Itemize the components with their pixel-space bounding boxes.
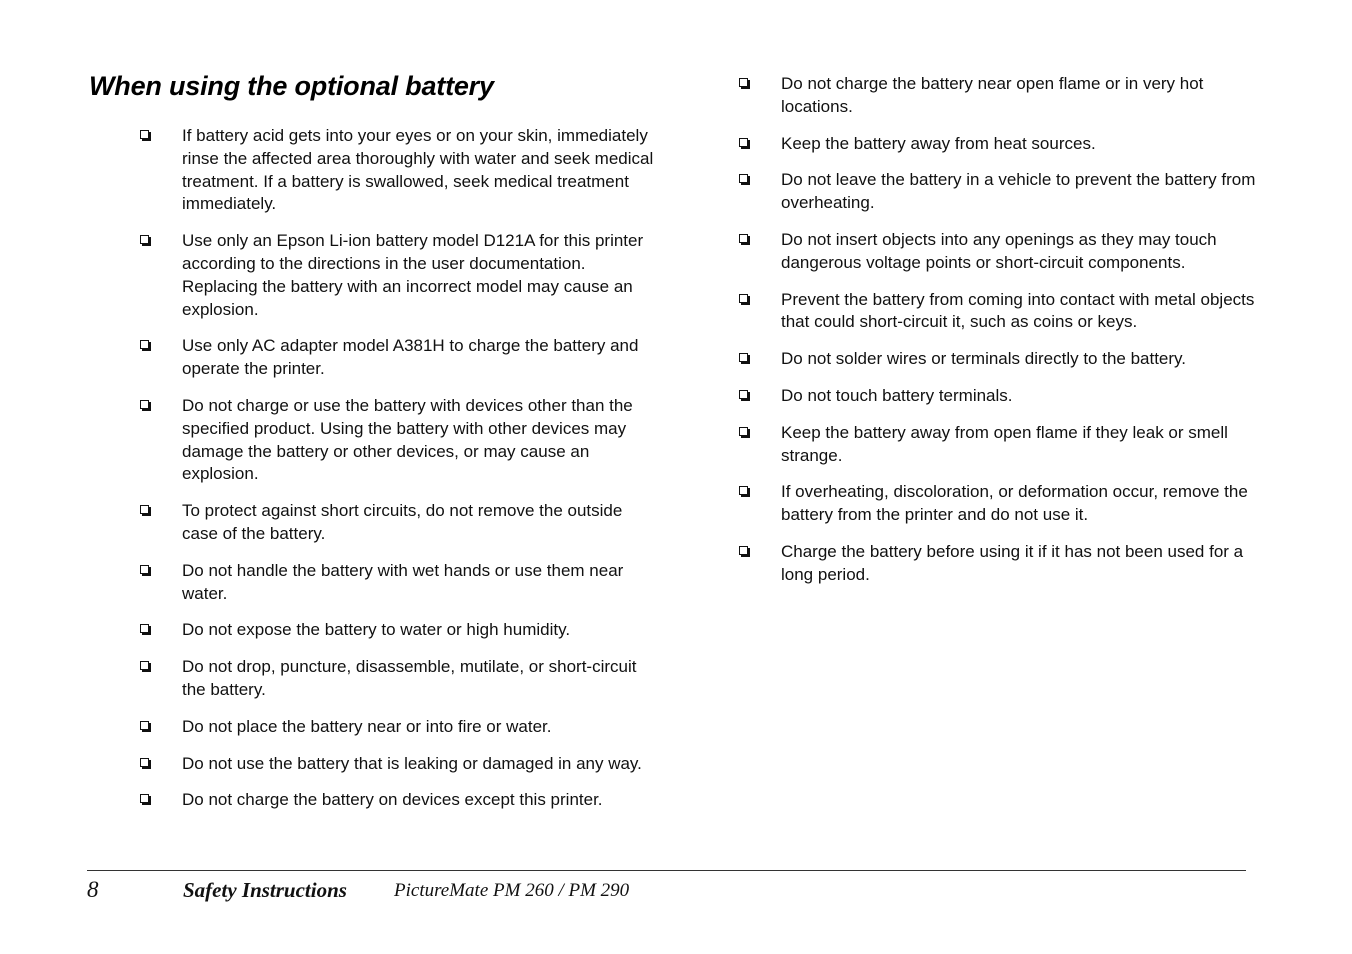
list-item	[739, 133, 1259, 156]
checkbox-bullet-icon	[140, 661, 149, 670]
list-item-text: Prevent the battery from coming into contact with metal objects that could short-circuit it, such as coins or keys.	[781, 289, 1255, 332]
list-item-text: Do not touch battery terminals.	[781, 385, 1013, 405]
list-item	[140, 656, 660, 702]
list-item-text: Do not charge the battery near open flame or in very hot locations.	[781, 74, 1204, 116]
list-item-text: Do not handle the battery with wet hands or use them near water.	[182, 560, 624, 603]
list-item	[140, 230, 660, 321]
checkbox-bullet-icon	[140, 340, 149, 349]
list-item-text: Do not charge or use the battery with devices other than the specified product. Using the battery with other devices may damage the battery or other devices, or may cause an explosion.	[182, 395, 633, 484]
checkbox-bullet-icon	[739, 294, 748, 303]
list-item	[739, 229, 1259, 275]
list-item-text: Do not insert objects into any openings as they may touch dangerous voltage points or short-circuit components.	[781, 229, 1217, 272]
section-heading: When using the optional battery	[89, 71, 494, 101]
list-item	[140, 789, 660, 812]
list-item	[739, 385, 1259, 408]
list-item	[140, 125, 660, 216]
checkbox-bullet-icon	[739, 78, 748, 87]
footer-section-title: Safety Instructions	[183, 878, 347, 902]
checkbox-bullet-icon	[140, 758, 149, 767]
list-item-text: Use only AC adapter model A381H to charge the battery and operate the printer.	[182, 336, 639, 379]
list-item-text: Do not solder wires or terminals directly to the battery.	[781, 349, 1187, 369]
footer-product-name: PictureMate PM 260 / PM 290	[394, 880, 630, 901]
checkbox-bullet-icon	[739, 486, 748, 495]
page-number: 8	[87, 877, 99, 902]
checkbox-bullet-icon	[140, 235, 149, 244]
list-item	[739, 348, 1259, 371]
list-item	[140, 335, 660, 381]
list-item	[739, 422, 1259, 468]
list-item-text: If overheating, discoloration, or deformation occur, remove the battery from the printer and do not use it.	[781, 482, 1248, 525]
list-item	[140, 395, 660, 486]
list-item-text: If battery acid gets into your eyes or on your skin, immediately rinse the affected area thoroughly with water and seek medical treatment. If a battery is swallowed, seek medical treatment immediately.	[182, 126, 654, 214]
list-item-text: Do not expose the battery to water or high humidity.	[182, 620, 571, 640]
list-item	[739, 541, 1259, 587]
checkbox-bullet-icon	[140, 624, 149, 633]
list-item	[739, 169, 1259, 215]
checkbox-bullet-icon	[140, 505, 149, 514]
list-item-text: Do not charge the battery on devices except this printer.	[182, 790, 603, 810]
checkbox-bullet-icon	[739, 234, 748, 243]
list-item-text: Do not leave the battery in a vehicle to prevent the battery from overheating.	[781, 170, 1256, 213]
checkbox-bullet-icon	[739, 546, 748, 555]
list-item	[140, 500, 660, 546]
checkbox-bullet-icon	[140, 721, 149, 730]
list-item-text: Do not use the battery that is leaking or damaged in any way.	[182, 753, 642, 773]
list-item	[739, 73, 1259, 119]
footer-divider	[87, 870, 1246, 871]
checkbox-bullet-icon	[140, 130, 149, 139]
checkbox-bullet-icon	[140, 794, 149, 803]
list-item-text: Charge the battery before using it if it has not been used for a long period.	[781, 541, 1244, 584]
left-bullet-list	[140, 125, 660, 826]
list-item	[140, 560, 660, 606]
checkbox-bullet-icon	[739, 390, 748, 399]
checkbox-bullet-icon	[140, 400, 149, 409]
list-item	[739, 481, 1259, 527]
list-item-text: To protect against short circuits, do not remove the outside case of the battery.	[182, 501, 623, 543]
checkbox-bullet-icon	[739, 353, 748, 362]
checkbox-bullet-icon	[739, 174, 748, 183]
list-item-text: Use only an Epson Li-ion battery model D121A for this printer according to the directions in the user documentation. Replacing the battery with an incorrect model may cause an explosion.	[182, 231, 644, 319]
checkbox-bullet-icon	[140, 565, 149, 574]
list-item	[140, 753, 660, 776]
list-item-text: Keep the battery away from open flame if they leak or smell strange.	[781, 422, 1228, 465]
list-item	[140, 716, 660, 739]
list-item	[739, 289, 1259, 335]
list-item-text: Do not place the battery near or into fire or water.	[182, 716, 552, 736]
list-item-text: Keep the battery away from heat sources.	[781, 133, 1096, 153]
list-item	[140, 619, 660, 642]
right-bullet-list	[739, 73, 1259, 601]
list-item-text: Do not drop, puncture, disassemble, mutilate, or short-circuit the battery.	[182, 657, 637, 699]
checkbox-bullet-icon	[739, 427, 748, 436]
checkbox-bullet-icon	[739, 138, 748, 147]
